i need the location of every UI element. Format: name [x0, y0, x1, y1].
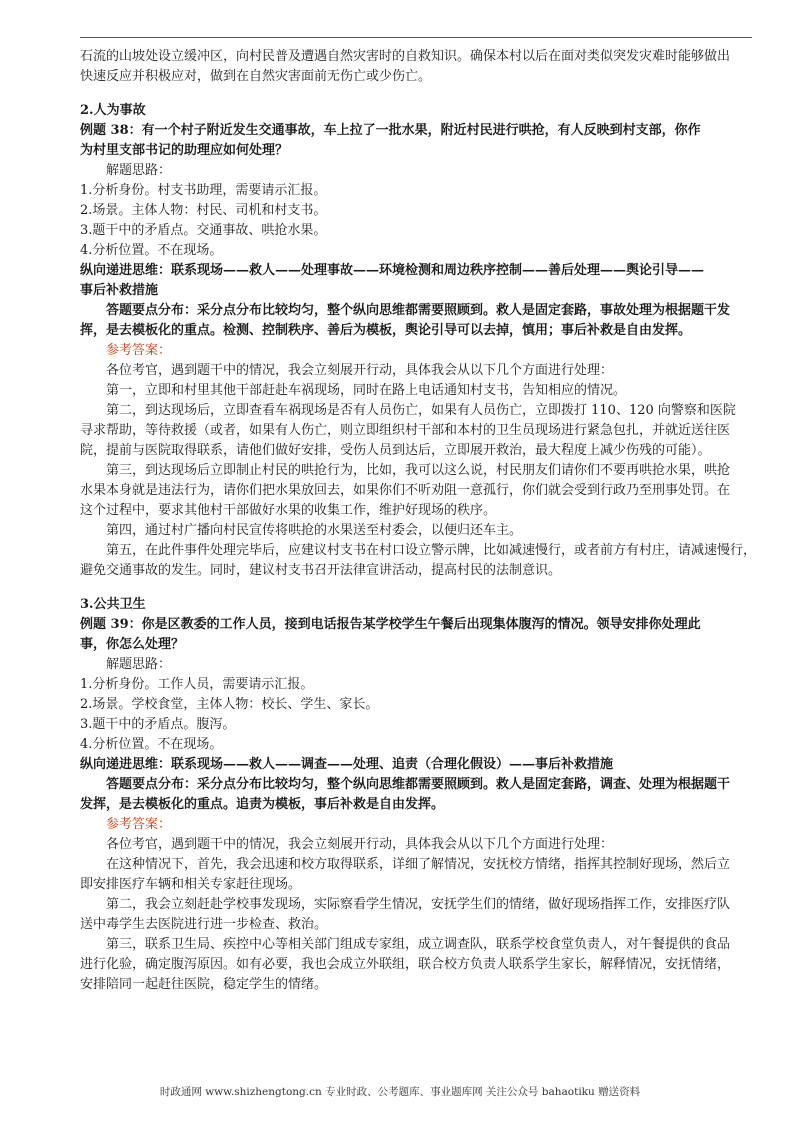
- text-line: 石流的山坡处设立缓冲区，向村民普及遭遇自然灾害时的自救知识。确保本村以后在面对类似突发灾难时能够做出: [80, 49, 731, 64]
- text-line: 答题要点分布：采分点分布比较均匀，整个纵向思维都需要照顾到。救人是固定套路，事故处理为根据题干发: [106, 303, 731, 318]
- text-line: 例题 39：你是区教委的工作人员，接到电话报告某学校学生午餐后出现集体腹泻的情况。领导安排你处理此: [80, 617, 701, 632]
- text-line: 解题思路：: [106, 657, 172, 672]
- text-line: 例题 38：有一个村子附近发生交通事故，车上拉了一批水果，附近村民进行哄抢，有人反映到村支部，你作: [80, 123, 701, 138]
- section-spacer: [80, 581, 756, 595]
- text-line: 第一，立即和村里其他干部赶赴车祸现场，同时在路上电话通知村支书，告知相应的情况。: [106, 383, 627, 398]
- text-line: 挥，是去模板化的重点。检测、控制秩序、善后为模板，舆论引导可以去掉，慎用；事后补救是自由发挥。: [80, 323, 692, 338]
- section-spacer: [80, 87, 756, 101]
- text-line: 1.分析身份。村支书助理，需要请示汇报。: [80, 183, 327, 198]
- header-rule: [80, 37, 752, 38]
- document-body: [80, 47, 756, 995]
- text-line: 第五，在此件事件处理完毕后，应建议村支书在村口设立警示牌，比如减速慢行，或者前方有村庄，请减速慢行，: [106, 543, 757, 558]
- text-line: 事后补救措施: [80, 283, 159, 298]
- text-line: 第四，通过村广播向村民宣传将哄抢的水果送至村委会，以便归还车主。: [106, 523, 523, 538]
- text-line: 3.题干中的矛盾点。腹泻。: [80, 717, 236, 732]
- text-line: 4.分析位置。不在现场。: [80, 737, 223, 752]
- text-line: 3.公共卫生: [80, 597, 146, 612]
- text-line: 第二，到达现场后，立即查看车祸现场是否有人员伤亡，如果有人员伤亡，立即拨打 110、120 向警察和医院: [106, 403, 736, 418]
- text-line: 进行化验，确定腹泻原因。如有必要，我也会成立外联组，联合校方负责人联系学生家长，解释情况，安抚情绪，: [80, 957, 731, 972]
- text-line: 参考答案：: [106, 817, 172, 832]
- text-line: 安排陪同一起赶往医院，稳定学生的情绪。: [80, 977, 328, 992]
- text-line: 第三，到达现场后立即制止村民的哄抢行为，比如，我可以这么说，村民朋友们请你们不要再哄抢水果，哄抢: [106, 463, 731, 478]
- text-line: 在这种情况下，首先，我会迅速和校方取得联系，详细了解情况，安抚校方情绪，指挥其控制好现场，然后立: [106, 857, 731, 872]
- text-line: 水果本身就是违法行为，请你们把水果放回去，如果你们不听劝阻一意孤行，你们就会受到行政乃至刑事处罚。在: [80, 483, 731, 498]
- text-line: 各位考官，遇到题干中的情况，我会立刻展开行动，具体我会从以下几个方面进行处理：: [106, 837, 614, 852]
- text-line: 参考答案：: [106, 343, 172, 358]
- text-line: 2.场景。学校食堂，主体人物：校长、学生、家长。: [80, 697, 379, 712]
- text-line: 2.人为事故: [80, 103, 146, 118]
- text-line: 这个过程中，要求其他村干部做好水果的收集工作，维护好现场的秩序。: [80, 503, 497, 518]
- text-line: 发挥，是去模板化的重点。追责为模板，事后补救是自由发挥。: [80, 797, 445, 812]
- text-line: 第三，联系卫生局、疾控中心等相关部门组成专家组，成立调查队，联系学校食堂负责人，对午餐提供的食品: [106, 937, 731, 952]
- text-line: 送中毒学生去医院进行进一步检查、救治。: [80, 917, 328, 932]
- text-line: 2.场景。主体人物：村民、司机和村支书。: [80, 203, 327, 218]
- text-line: 解题思路：: [106, 163, 172, 178]
- text-line: 事，你怎么处理？: [80, 637, 185, 652]
- text-line: 纵向递进思维：联系现场——救人——处理事故——环境检测和周边秩序控制——善后处理——舆论引导——: [80, 263, 705, 278]
- text-line: 寻求帮助，等待救援（或者，如果有人伤亡，则立即组织村干部和本村的卫生员现场进行紧急包扎，并就近送往医: [80, 423, 731, 438]
- text-line: 为村里支部书记的助理应如何处理？: [80, 143, 289, 158]
- text-line: 快速反应并积极应对，做到在自然灾害面前无伤亡或少伤亡。: [80, 69, 432, 84]
- text-line: 即安排医疗车辆和相关专家赶往现场。: [80, 877, 302, 892]
- text-line: 1.分析身份。工作人员，需要请示汇报。: [80, 677, 314, 692]
- text-line: 院，提前与医院取得联系，请他们做好安排，受伤人员到达后，立即展开救治，最大程度上减少伤残的可能）。: [80, 443, 711, 458]
- text-line: 3.题干中的矛盾点。交通事故、哄抢水果。: [80, 223, 327, 238]
- page-footer: 时政通网 www.shizhengtong.cn 专业时政、公考题库、事业题库网 关注公众号 bahaotiku 赠送资料: [159, 1086, 641, 1098]
- text-line: 第二，我会立刻赶赴学校事发现场，实际察看学生情况，安抚学生们的情绪，做好现场指挥工作，安排医疗队: [106, 897, 731, 912]
- text-line: 纵向递进思维：联系现场——救人——调查——处理、追责（合理化假设）——事后补救措施: [80, 757, 614, 772]
- text-line: 各位考官，遇到题干中的情况，我会立刻展开行动，具体我会从以下几个方面进行处理：: [106, 363, 614, 378]
- text-line: 4.分析位置。不在现场。: [80, 243, 223, 258]
- text-line: 避免交通事故的发生。同时，建议村支书召开法律宣讲活动，提高村民的法制意识。: [80, 563, 562, 578]
- text-line: 答题要点分布：采分点分布比较均匀，整个纵向思维都需要照顾到。救人是固定套路，调查、处理为根据题干: [106, 777, 731, 792]
